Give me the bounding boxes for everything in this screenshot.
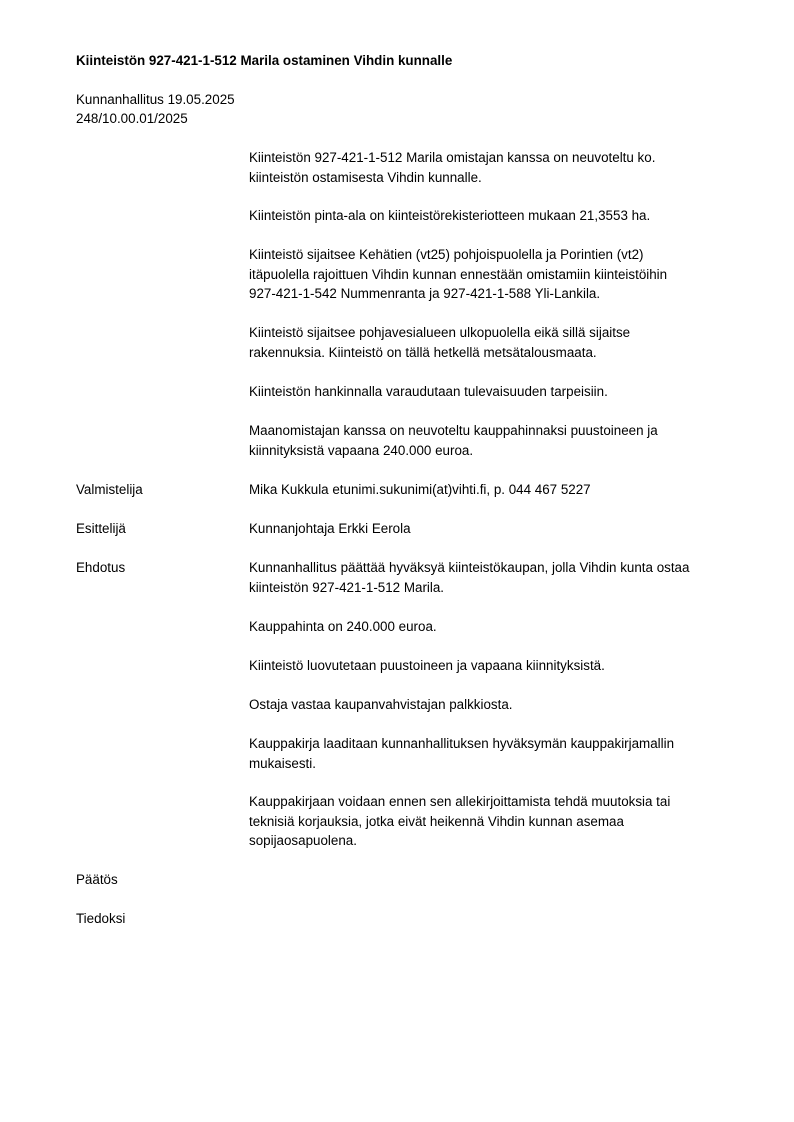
presenter-label: Esittelijä (76, 521, 126, 536)
description-paragraph-1 (249, 148, 749, 187)
text-line: teknisiä korjauksia, jotka eivät heikennä Vihdin kunnan asemaa (249, 813, 624, 829)
preparer-label: Valmistelija (76, 482, 143, 497)
proposal-paragraph-3 (249, 656, 749, 676)
text-line: Kiinteistön hankinnalla varaudutaan tulevaisuuden tarpeisiin. (249, 384, 608, 399)
description-paragraph-6 (249, 421, 749, 460)
text-line: 927-421-1-542 Nummenranta ja 927-421-1-588 Yli-Lankila. (249, 286, 601, 302)
text-line: Kunnanhallitus päättää hyväksyä kiinteistökaupan, jolla Vihdin kunta ostaa (249, 560, 690, 575)
text-line: Maanomistajan kanssa on neuvoteltu kauppahinnaksi puustoineen ja (249, 423, 658, 438)
description-paragraph-5 (249, 382, 749, 402)
document-title: Kiinteistön 927-421-1-512 Marila ostaminen Vihdin kunnalle (76, 53, 453, 68)
notification-label: Tiedoksi (76, 911, 126, 926)
proposal-paragraph-6 (249, 792, 749, 851)
preparer-value: Mika Kukkula etunimi.sukunimi(at)vihti.fi, p. 044 467 5227 (249, 482, 591, 497)
proposal-paragraph-5 (249, 734, 749, 773)
text-line: kiinteistön 927-421-1-512 Marila. (249, 579, 445, 595)
text-line: kiinnityksistä vapaana 240.000 euroa. (249, 442, 474, 458)
presenter-value: Kunnanjohtaja Erkki Eerola (249, 521, 411, 536)
text-line: Kiinteistö sijaitsee Kehätien (vt25) pohjoispuolella ja Porintien (vt2) (249, 247, 644, 262)
decision-label: Päätös (76, 872, 118, 887)
text-line: Kiinteistö sijaitsee pohjavesialueen ulkopuolella eikä sillä sijaitse (249, 325, 631, 340)
text-line: Kauppakirjaan voidaan ennen sen allekirjoittamista tehdä muutoksia tai (249, 794, 671, 809)
text-line: Kauppahinta on 240.000 euroa. (249, 619, 437, 634)
text-line: mukaisesti. (249, 755, 316, 771)
description-paragraph-2 (249, 206, 749, 226)
meeting-info: Kunnanhallitus 19.05.2025 (76, 92, 235, 107)
text-line: sopijaosapuolena. (249, 833, 357, 849)
text-line: Kiinteistön 927-421-1-512 Marila omistajan kanssa on neuvoteltu ko. (249, 150, 656, 165)
reference-number: 248/10.00.01/2025 (76, 111, 188, 126)
text-line: kiinteistön ostamisesta Vihdin kunnalle. (249, 169, 482, 185)
text-line: rakennuksia. Kiinteistö on tällä hetkellä metsätalousmaata. (249, 344, 597, 360)
text-line: Ostaja vastaa kaupanvahvistajan palkkiosta. (249, 697, 513, 712)
proposal-paragraph-4 (249, 695, 749, 715)
proposal-paragraph-2 (249, 617, 749, 637)
text-line: Kiinteistön pinta-ala on kiinteistörekisteriotteen mukaan 21,3553 ha. (249, 208, 651, 223)
description-paragraph-4 (249, 323, 749, 362)
description-paragraph-3 (249, 245, 749, 304)
proposal-label: Ehdotus (76, 560, 126, 575)
text-line: itäpuolella rajoittuen Vihdin kunnan ennestään omistamiin kiinteistöihin (249, 266, 668, 282)
proposal-paragraph-1 (249, 558, 749, 597)
text-line: Kauppakirja laaditaan kunnanhallituksen hyväksymän kauppakirjamallin (249, 736, 675, 751)
text-line: Kiinteistö luovutetaan puustoineen ja vapaana kiinnityksistä. (249, 658, 605, 673)
